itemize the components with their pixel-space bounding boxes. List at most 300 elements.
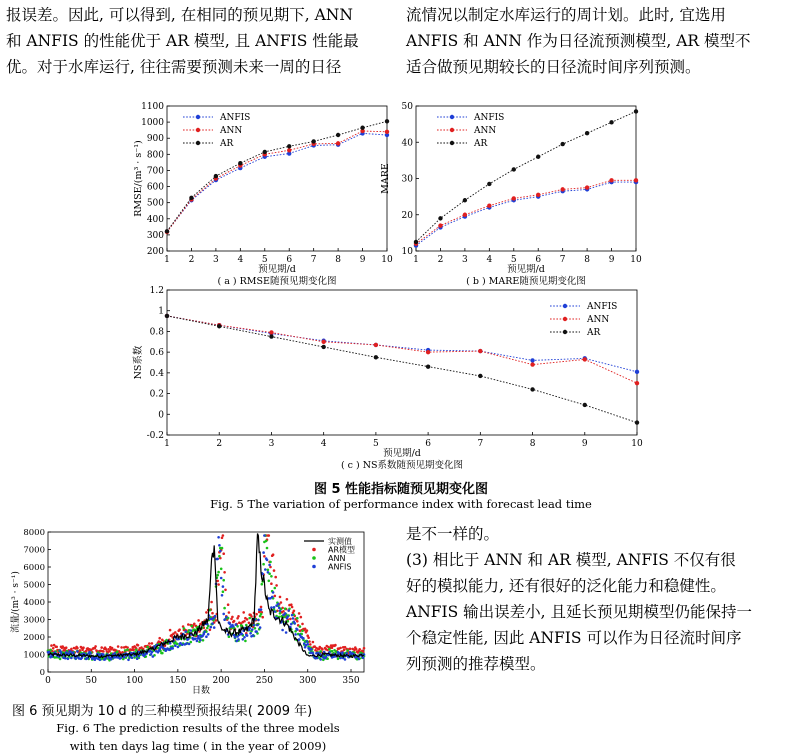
prediction-point — [248, 622, 251, 625]
prediction-point — [242, 611, 245, 614]
prediction-point — [178, 628, 181, 631]
prediction-point — [64, 657, 67, 660]
prediction-point — [211, 622, 214, 625]
prediction-point — [151, 642, 154, 645]
y-axis-label: RMSE/(m³ · s⁻¹) — [133, 140, 144, 217]
prediction-point — [287, 615, 290, 618]
prediction-point — [248, 627, 251, 630]
chart-fig6 — [9, 528, 365, 696]
y-tick-label: 2000 — [23, 633, 45, 643]
prediction-point — [131, 656, 134, 659]
prediction-point — [221, 594, 224, 597]
data-point-ar — [536, 155, 540, 159]
x-tick-label: 6 — [535, 255, 542, 265]
y-axis-label: 流量/(m³ · s⁻¹) — [11, 571, 21, 633]
prediction-point — [268, 580, 271, 583]
prediction-point — [94, 645, 97, 648]
y-tick-label: 1.2 — [149, 286, 164, 296]
y-tick-label: 4000 — [23, 598, 45, 608]
data-point-ar — [426, 364, 430, 368]
data-point-ann — [536, 193, 540, 197]
y-tick-label: 6000 — [23, 563, 45, 573]
prediction-point — [217, 536, 220, 539]
prediction-point — [270, 575, 273, 578]
x-tick-label: 10 — [381, 255, 393, 265]
prediction-point — [298, 612, 301, 615]
prediction-point — [207, 633, 210, 636]
y-tick-label: 50 — [401, 102, 413, 112]
prediction-point — [339, 647, 342, 650]
prediction-point — [217, 571, 220, 574]
x-tick-label: 4 — [237, 255, 244, 265]
data-point-ar — [487, 182, 491, 186]
legend-label: AR — [587, 328, 601, 338]
prediction-point — [108, 650, 111, 653]
x-tick-label: 3 — [213, 255, 219, 265]
y-tick-label: 1 — [158, 306, 164, 317]
prediction-point — [221, 547, 224, 550]
y-tick-label: 200 — [146, 247, 164, 257]
data-point-ann — [463, 213, 467, 217]
prediction-point — [306, 643, 309, 646]
prediction-point — [281, 629, 284, 632]
prediction-point — [291, 606, 294, 609]
y-tick-label: 7000 — [23, 545, 45, 556]
x-tick-label: 10 — [630, 255, 642, 265]
prediction-point — [261, 583, 264, 586]
prediction-point — [197, 619, 200, 622]
prediction-point — [70, 657, 73, 660]
fig5-title: 图 5 性能指标随预见期变化图 — [313, 482, 489, 497]
data-point-ann — [634, 178, 638, 182]
text-line: 优。对于水库运行, 往往需要预测未来一周的日径 — [6, 58, 342, 76]
prediction-point — [217, 583, 220, 586]
prediction-point — [218, 544, 221, 547]
x-tick-label: 10 — [631, 439, 643, 449]
prediction-point — [255, 613, 258, 616]
prediction-point — [174, 644, 177, 647]
prediction-point — [132, 648, 135, 651]
prediction-point — [355, 648, 358, 651]
prediction-point — [346, 649, 349, 652]
legend-label: 实测值 — [328, 537, 352, 546]
x-tick-label: 150 — [169, 676, 187, 686]
prediction-point — [99, 659, 102, 662]
prediction-point — [229, 623, 232, 626]
y-tick-label: 0 — [158, 410, 164, 421]
prediction-point — [273, 569, 276, 572]
prediction-point — [210, 601, 213, 604]
prediction-point — [183, 627, 186, 630]
prediction-point — [280, 601, 283, 604]
prediction-point — [278, 607, 281, 610]
prediction-point — [70, 648, 73, 651]
prediction-point — [185, 642, 188, 645]
prediction-point — [319, 658, 322, 661]
data-point-anfis — [635, 370, 639, 374]
prediction-point — [213, 626, 216, 629]
prediction-point — [137, 644, 140, 647]
text-line: 流情况以制定水库运行的周计划。此时, 宜选用 — [406, 6, 726, 24]
prediction-point — [307, 636, 310, 639]
prediction-point — [274, 576, 277, 579]
y-tick-label: 500 — [146, 198, 164, 209]
data-point-ar — [530, 387, 534, 391]
prediction-point — [260, 606, 263, 609]
prediction-point — [223, 618, 226, 621]
y-tick-label: 1100 — [141, 102, 164, 112]
prediction-point — [263, 534, 266, 537]
prediction-point — [285, 631, 288, 634]
prediction-point — [284, 612, 287, 615]
prediction-point — [344, 658, 347, 661]
y-tick-label: 0.2 — [149, 389, 164, 400]
prediction-point — [60, 651, 63, 654]
prediction-point — [312, 652, 315, 655]
prediction-point — [259, 626, 262, 629]
x-tick-label: 1 — [164, 255, 170, 265]
prediction-point — [243, 620, 246, 623]
y-tick-label: 40 — [401, 138, 413, 149]
prediction-point — [55, 646, 58, 649]
prediction-point — [222, 590, 225, 593]
prediction-point — [219, 550, 222, 553]
series-line-ann — [416, 180, 636, 244]
prediction-point — [246, 634, 249, 637]
prediction-point — [190, 629, 193, 632]
prediction-point — [188, 643, 191, 646]
y-tick-label: 5000 — [23, 580, 45, 591]
chart-caption: ( b ) MARE随预见期变化图 — [466, 276, 586, 287]
text-line: 适合做预见期较长的日径流时间序列预测。 — [406, 58, 701, 76]
prediction-point — [272, 553, 275, 556]
y-tick-label: 300 — [146, 230, 164, 241]
text-line: 和 ANFIS 的性能优于 AR 模型, 且 ANFIS 性能最 — [6, 32, 359, 50]
prediction-point — [242, 638, 245, 641]
x-tick-label: 2 — [216, 439, 223, 449]
prediction-point — [257, 619, 260, 622]
x-tick-label: 4 — [486, 255, 493, 265]
prediction-point — [211, 612, 214, 615]
legend-label: AR模型 — [328, 545, 356, 555]
x-tick-label: 7 — [559, 255, 566, 265]
prediction-point — [218, 555, 221, 558]
x-tick-label: 2 — [437, 255, 444, 265]
prediction-point — [301, 630, 304, 633]
text-line: 列预测的推荐模型。 — [406, 655, 546, 673]
prediction-point — [269, 561, 272, 564]
legend-label: ANFIS — [328, 562, 352, 572]
prediction-point — [181, 643, 184, 646]
x-tick-label: 5 — [373, 439, 379, 449]
prediction-point — [260, 613, 263, 616]
prediction-point — [184, 630, 187, 633]
x-tick-label: 6 — [286, 255, 293, 265]
prediction-point — [235, 623, 238, 626]
data-point-ar — [560, 142, 564, 146]
prediction-point — [169, 629, 172, 632]
x-tick-label: 2 — [188, 255, 195, 265]
data-point-ann — [585, 185, 589, 189]
prediction-point — [187, 623, 190, 626]
prediction-point — [100, 646, 103, 649]
prediction-point — [225, 616, 228, 619]
prediction-point — [296, 617, 299, 620]
y-tick-label: 800 — [146, 150, 164, 161]
prediction-point — [146, 646, 149, 649]
prediction-point — [309, 643, 312, 646]
fig6-title-en-2: with ten days lag time ( in the year of 2009) — [69, 739, 327, 753]
prediction-point — [279, 610, 282, 613]
prediction-point — [190, 625, 193, 628]
data-point-ann — [438, 223, 442, 227]
prediction-point — [256, 624, 259, 627]
prediction-point — [286, 598, 289, 601]
prediction-point — [102, 650, 105, 653]
prediction-point — [266, 547, 269, 550]
prediction-point — [310, 648, 313, 651]
chart-caption: ( c ) NS系数随预见期变化图 — [340, 460, 464, 471]
x-tick-label: 5 — [510, 255, 517, 265]
prediction-point — [158, 637, 161, 640]
data-point-ar — [478, 374, 482, 378]
prediction-point — [222, 534, 225, 537]
y-tick-label: 0.4 — [149, 368, 164, 379]
prediction-point — [248, 617, 251, 620]
x-axis-label: 日数 — [191, 686, 211, 696]
x-tick-label: 4 — [320, 439, 327, 449]
figure-6-chart — [0, 0, 400, 756]
text-line: 个稳定性能, 因此 ANFIS 可以作为日径流时间序 — [406, 629, 742, 647]
prediction-point — [102, 653, 105, 656]
prediction-point — [123, 656, 126, 659]
prediction-point — [284, 607, 287, 610]
series-line-anfis — [416, 182, 636, 246]
y-tick-label: -0.2 — [146, 431, 164, 441]
prediction-point — [296, 628, 299, 631]
x-tick-label: 8 — [335, 255, 341, 265]
prediction-point — [292, 617, 295, 620]
prediction-point — [341, 651, 344, 654]
data-point-ann — [487, 203, 491, 207]
prediction-point — [262, 563, 265, 566]
prediction-point — [268, 534, 271, 537]
y-tick-label: 1000 — [141, 118, 164, 129]
x-tick-label: 100 — [125, 676, 144, 686]
prediction-point — [246, 618, 249, 621]
prediction-point — [196, 640, 199, 643]
prediction-point — [249, 632, 252, 635]
prediction-point — [120, 646, 123, 649]
prediction-point — [306, 629, 309, 632]
y-tick-label: 0.8 — [149, 327, 164, 338]
legend-marker — [450, 128, 454, 132]
prediction-point — [262, 551, 265, 554]
prediction-point — [205, 635, 208, 638]
prediction-point — [234, 636, 237, 639]
prediction-point — [312, 641, 315, 644]
data-point-ar — [583, 403, 587, 407]
prediction-point — [152, 655, 155, 658]
prediction-point — [214, 615, 217, 618]
x-tick-label: 250 — [255, 676, 274, 686]
prediction-point — [277, 603, 280, 606]
prediction-point — [275, 584, 278, 587]
x-tick-label: 5 — [261, 255, 268, 265]
prediction-point — [279, 612, 282, 615]
y-tick-label: 3000 — [23, 615, 45, 626]
prediction-point — [216, 574, 219, 577]
prediction-point — [205, 611, 208, 614]
x-tick-label: 9 — [581, 439, 588, 449]
prediction-point — [74, 657, 77, 660]
text-line: 是不一样的。 — [406, 525, 500, 543]
x-tick-label: 7 — [310, 255, 317, 265]
fig6-title-en-1: Fig. 6 The prediction results of the three models — [56, 721, 340, 735]
y-tick-label: 1000 — [23, 650, 45, 661]
data-point-ann — [560, 187, 564, 191]
prediction-point — [127, 659, 130, 662]
prediction-point — [210, 626, 213, 629]
chart-caption: ( a ) RMSE随预见期变化图 — [217, 276, 337, 287]
prediction-point — [255, 630, 258, 633]
x-axis-label: 预见期/d — [383, 448, 421, 459]
prediction-point — [220, 577, 223, 580]
fig5-title-en: Fig. 5 The variation of performance index with forecast lead time — [210, 497, 592, 511]
prediction-point — [243, 636, 246, 639]
data-point-ann — [426, 350, 430, 354]
prediction-point — [136, 657, 139, 660]
legend-marker — [312, 556, 316, 560]
plot-frame — [416, 106, 636, 251]
x-axis-label: 预见期/d — [258, 264, 296, 275]
prediction-point — [216, 580, 219, 583]
fig6-title: 图 6 预见期为 10 d 的三种模型预报结果( 2009 年) — [12, 704, 313, 719]
prediction-point — [59, 658, 62, 661]
x-tick-label: 6 — [425, 439, 431, 449]
prediction-point — [244, 640, 247, 643]
prediction-point — [222, 585, 225, 588]
legend-label: ANFIS — [587, 302, 618, 312]
prediction-point — [223, 571, 226, 574]
y-tick-label: 400 — [146, 214, 164, 225]
legend-marker — [312, 548, 316, 552]
prediction-point — [274, 587, 277, 590]
prediction-point — [253, 624, 256, 627]
prediction-point — [209, 629, 212, 632]
y-tick-label: 30 — [401, 174, 413, 185]
prediction-point — [222, 613, 225, 616]
y-tick-label: 900 — [146, 134, 164, 145]
observed-line — [48, 534, 364, 658]
prediction-point — [161, 652, 164, 655]
prediction-point — [241, 633, 244, 636]
prediction-point — [328, 648, 331, 651]
prediction-point — [254, 627, 257, 630]
prediction-point — [79, 649, 82, 652]
data-point-ar — [609, 120, 613, 124]
data-point-ann — [635, 381, 639, 385]
x-tick-label: 50 — [85, 676, 98, 686]
prediction-point — [194, 638, 197, 641]
prediction-point — [261, 616, 264, 619]
prediction-point — [291, 614, 294, 617]
prediction-point — [293, 610, 296, 613]
data-point-ar — [512, 167, 516, 171]
x-tick-label: 300 — [299, 676, 317, 686]
prediction-point — [263, 555, 266, 558]
x-tick-label: 350 — [342, 676, 360, 686]
y-tick-label: 10 — [401, 247, 413, 257]
prediction-point — [223, 607, 226, 610]
prediction-point — [272, 591, 275, 594]
prediction-point — [85, 650, 88, 653]
prediction-point — [116, 650, 119, 653]
x-tick-label: 0 — [45, 676, 51, 686]
prediction-point — [105, 648, 108, 651]
prediction-point — [266, 559, 269, 562]
legend-marker — [563, 330, 567, 334]
prediction-point — [319, 650, 322, 653]
prediction-point — [349, 648, 352, 651]
prediction-point — [222, 579, 225, 582]
legend-label: ANFIS — [220, 113, 251, 123]
text-line: (3) 相比于 ANN 和 AR 模型, ANFIS 不仅有很 — [406, 551, 736, 569]
prediction-point — [287, 609, 290, 612]
legend-label: ANN — [587, 315, 610, 325]
prediction-point — [233, 620, 236, 623]
x-tick-label: 8 — [529, 439, 536, 449]
text-line: 好的模拟能力, 还有很好的泛化能力和稳健性。 — [406, 577, 726, 595]
legend-label: AR — [220, 139, 234, 149]
prediction-point — [151, 651, 154, 654]
x-tick-label: 200 — [212, 676, 230, 686]
prediction-point — [197, 635, 200, 638]
prediction-point — [237, 638, 240, 641]
prediction-point — [302, 637, 305, 640]
prediction-point — [65, 646, 68, 649]
prediction-point — [300, 616, 303, 619]
prediction-point — [52, 647, 55, 650]
prediction-point — [82, 646, 85, 649]
prediction-point — [232, 625, 235, 628]
prediction-point — [76, 647, 79, 650]
legend-label: ANN — [220, 126, 243, 136]
legend-marker — [450, 141, 454, 145]
data-point-ann — [512, 196, 516, 200]
data-point-ar — [634, 109, 638, 113]
prediction-point — [177, 646, 180, 649]
bottom-right-paragraph — [406, 521, 798, 677]
prediction-point — [301, 623, 304, 626]
prediction-point — [231, 616, 234, 619]
prediction-point — [358, 658, 361, 661]
y-axis-label: MARE — [380, 163, 391, 194]
prediction-point — [358, 648, 361, 651]
y-tick-label: 0.6 — [149, 348, 164, 359]
prediction-point — [110, 658, 113, 661]
prediction-point — [148, 642, 151, 645]
y-tick-label: 700 — [146, 166, 164, 177]
y-tick-label: 600 — [146, 182, 164, 193]
prediction-point — [202, 639, 205, 642]
data-point-ar — [438, 216, 442, 220]
prediction-point — [220, 568, 223, 571]
y-axis-label: NS系数 — [133, 345, 144, 380]
prediction-point — [267, 571, 270, 574]
prediction-point — [294, 633, 297, 636]
prediction-point — [193, 623, 196, 626]
